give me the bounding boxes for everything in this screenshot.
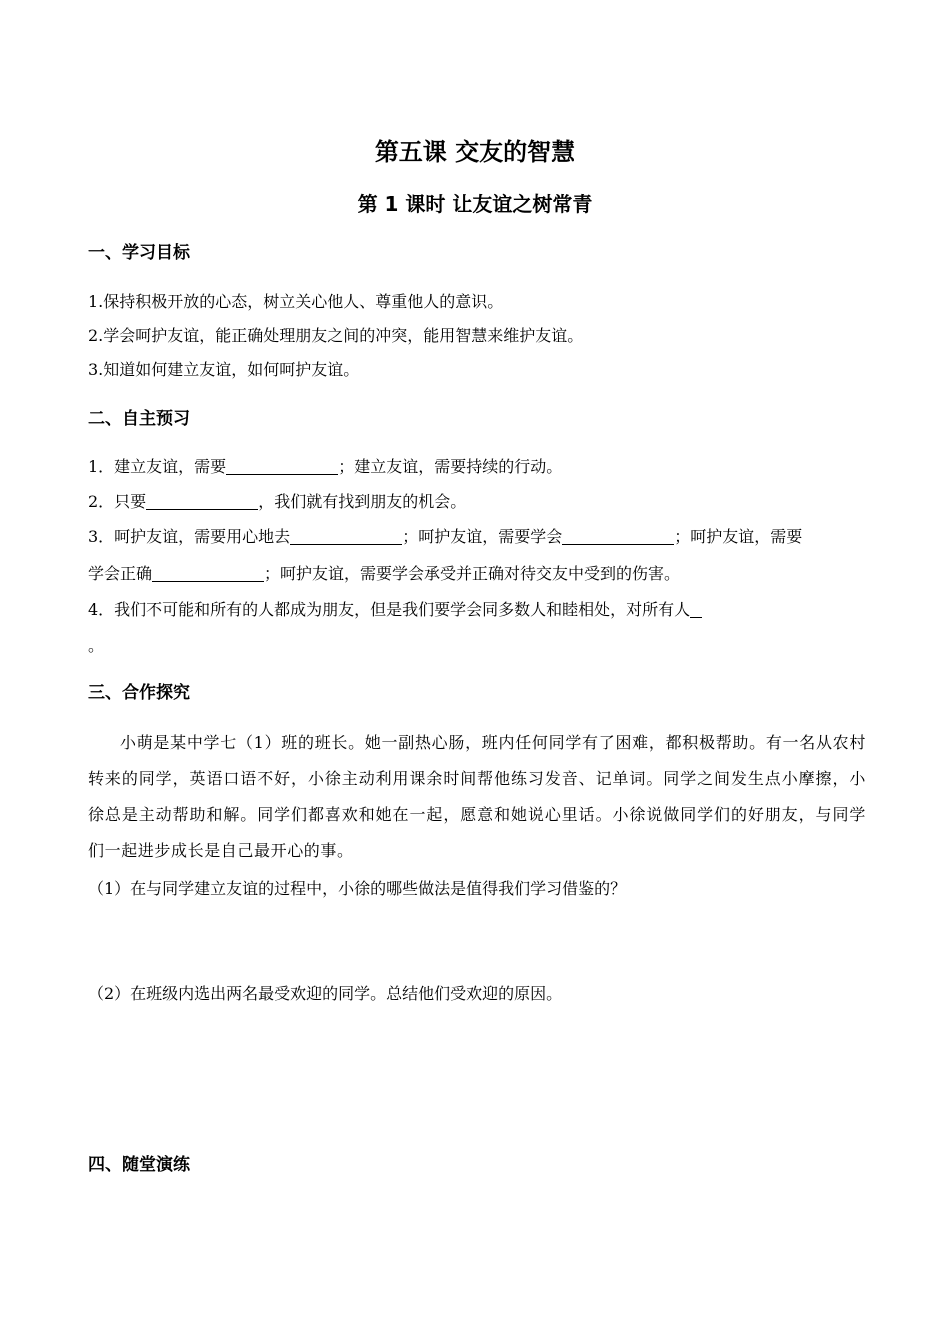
section-heading-cooperation: 三、合作探究 — [88, 683, 190, 703]
preview-question-1 — [88, 455, 868, 479]
objective-item-3: 3.知道如何建立友谊，如何呵护友谊。 — [88, 360, 360, 379]
case-paragraph: 小萌是某中学七（1）班的班长。她一副热心肠，班内任何同学有了困难，都积极帮助。有一名从农村转来的同学，英语口语不好，小徐主动利用课余时间帮他练习发音、记单词。同学之间发生点小摩擦，小徐总是主动帮助和解。同学们都喜欢和她在一起，愿意和她说心里话。小徐说做同学们的好朋友，与同学们一起进步成长是自己最开心的事。 — [88, 733, 866, 860]
section-heading-practice: 四、随堂演练 — [88, 1155, 190, 1175]
preview-q4-text-a: 4．我们不可能和所有的人都成为朋友，但是我们要学会同多数人和睦相处，对所有人 — [88, 600, 691, 619]
preview-question-4-line-2 — [88, 634, 868, 658]
fill-blank[interactable] — [226, 456, 338, 475]
preview-q1-text-a: 1．建立友谊，需要 — [88, 457, 227, 476]
lesson-title: 第五课 交友的智慧 — [374, 138, 576, 166]
preview-q4-text-b: 。 — [88, 636, 105, 655]
section-heading-preview: 二、自主预习 — [88, 409, 190, 429]
objective-item-2: 2.学会呵护友谊，能正确处理朋友之间的冲突，能用智慧来维护友谊。 — [88, 326, 584, 345]
preview-q3-text-e: ；呵护友谊，需要学会承受并正确对待交友中受到的伤害。 — [264, 564, 681, 583]
preview-question-4-line-1 — [88, 598, 868, 622]
preview-q3-text-c: ；呵护友谊，需要 — [674, 527, 803, 546]
preview-q1-text-b: ；建立友谊，需要持续的行动。 — [338, 457, 563, 476]
preview-q3-text-b: ；呵护友谊，需要学会 — [402, 527, 563, 546]
cooperation-question-1: （1）在与同学建立友谊的过程中，小徐的哪些做法是值得我们学习借鉴的？ — [88, 879, 627, 898]
fill-blank[interactable] — [562, 526, 674, 545]
section-heading-objectives: 一、学习目标 — [88, 243, 190, 263]
preview-q2-text-a: 2．只要 — [88, 492, 147, 511]
preview-q3-text-d: 学会正确 — [88, 564, 153, 583]
preview-question-3-line-1 — [88, 525, 868, 549]
fill-blank[interactable] — [290, 526, 402, 545]
preview-q3-text-a: 3．呵护友谊，需要用心地去 — [88, 527, 291, 546]
preview-q2-text-b: ，我们就有找到朋友的机会。 — [258, 492, 467, 511]
preview-question-2 — [88, 490, 868, 514]
fill-blank[interactable] — [690, 599, 702, 618]
lesson-subtitle: 第 1 课时 让友谊之树常青 — [357, 192, 593, 216]
cooperation-question-2: （2）在班级内选出两名最受欢迎的同学。总结他们受欢迎的原因。 — [88, 984, 563, 1003]
objective-item-1: 1.保持积极开放的心态，树立关心他人、尊重他人的意识。 — [88, 292, 504, 311]
fill-blank[interactable] — [152, 563, 264, 582]
fill-blank[interactable] — [146, 491, 258, 510]
preview-question-3-line-2 — [88, 562, 868, 586]
